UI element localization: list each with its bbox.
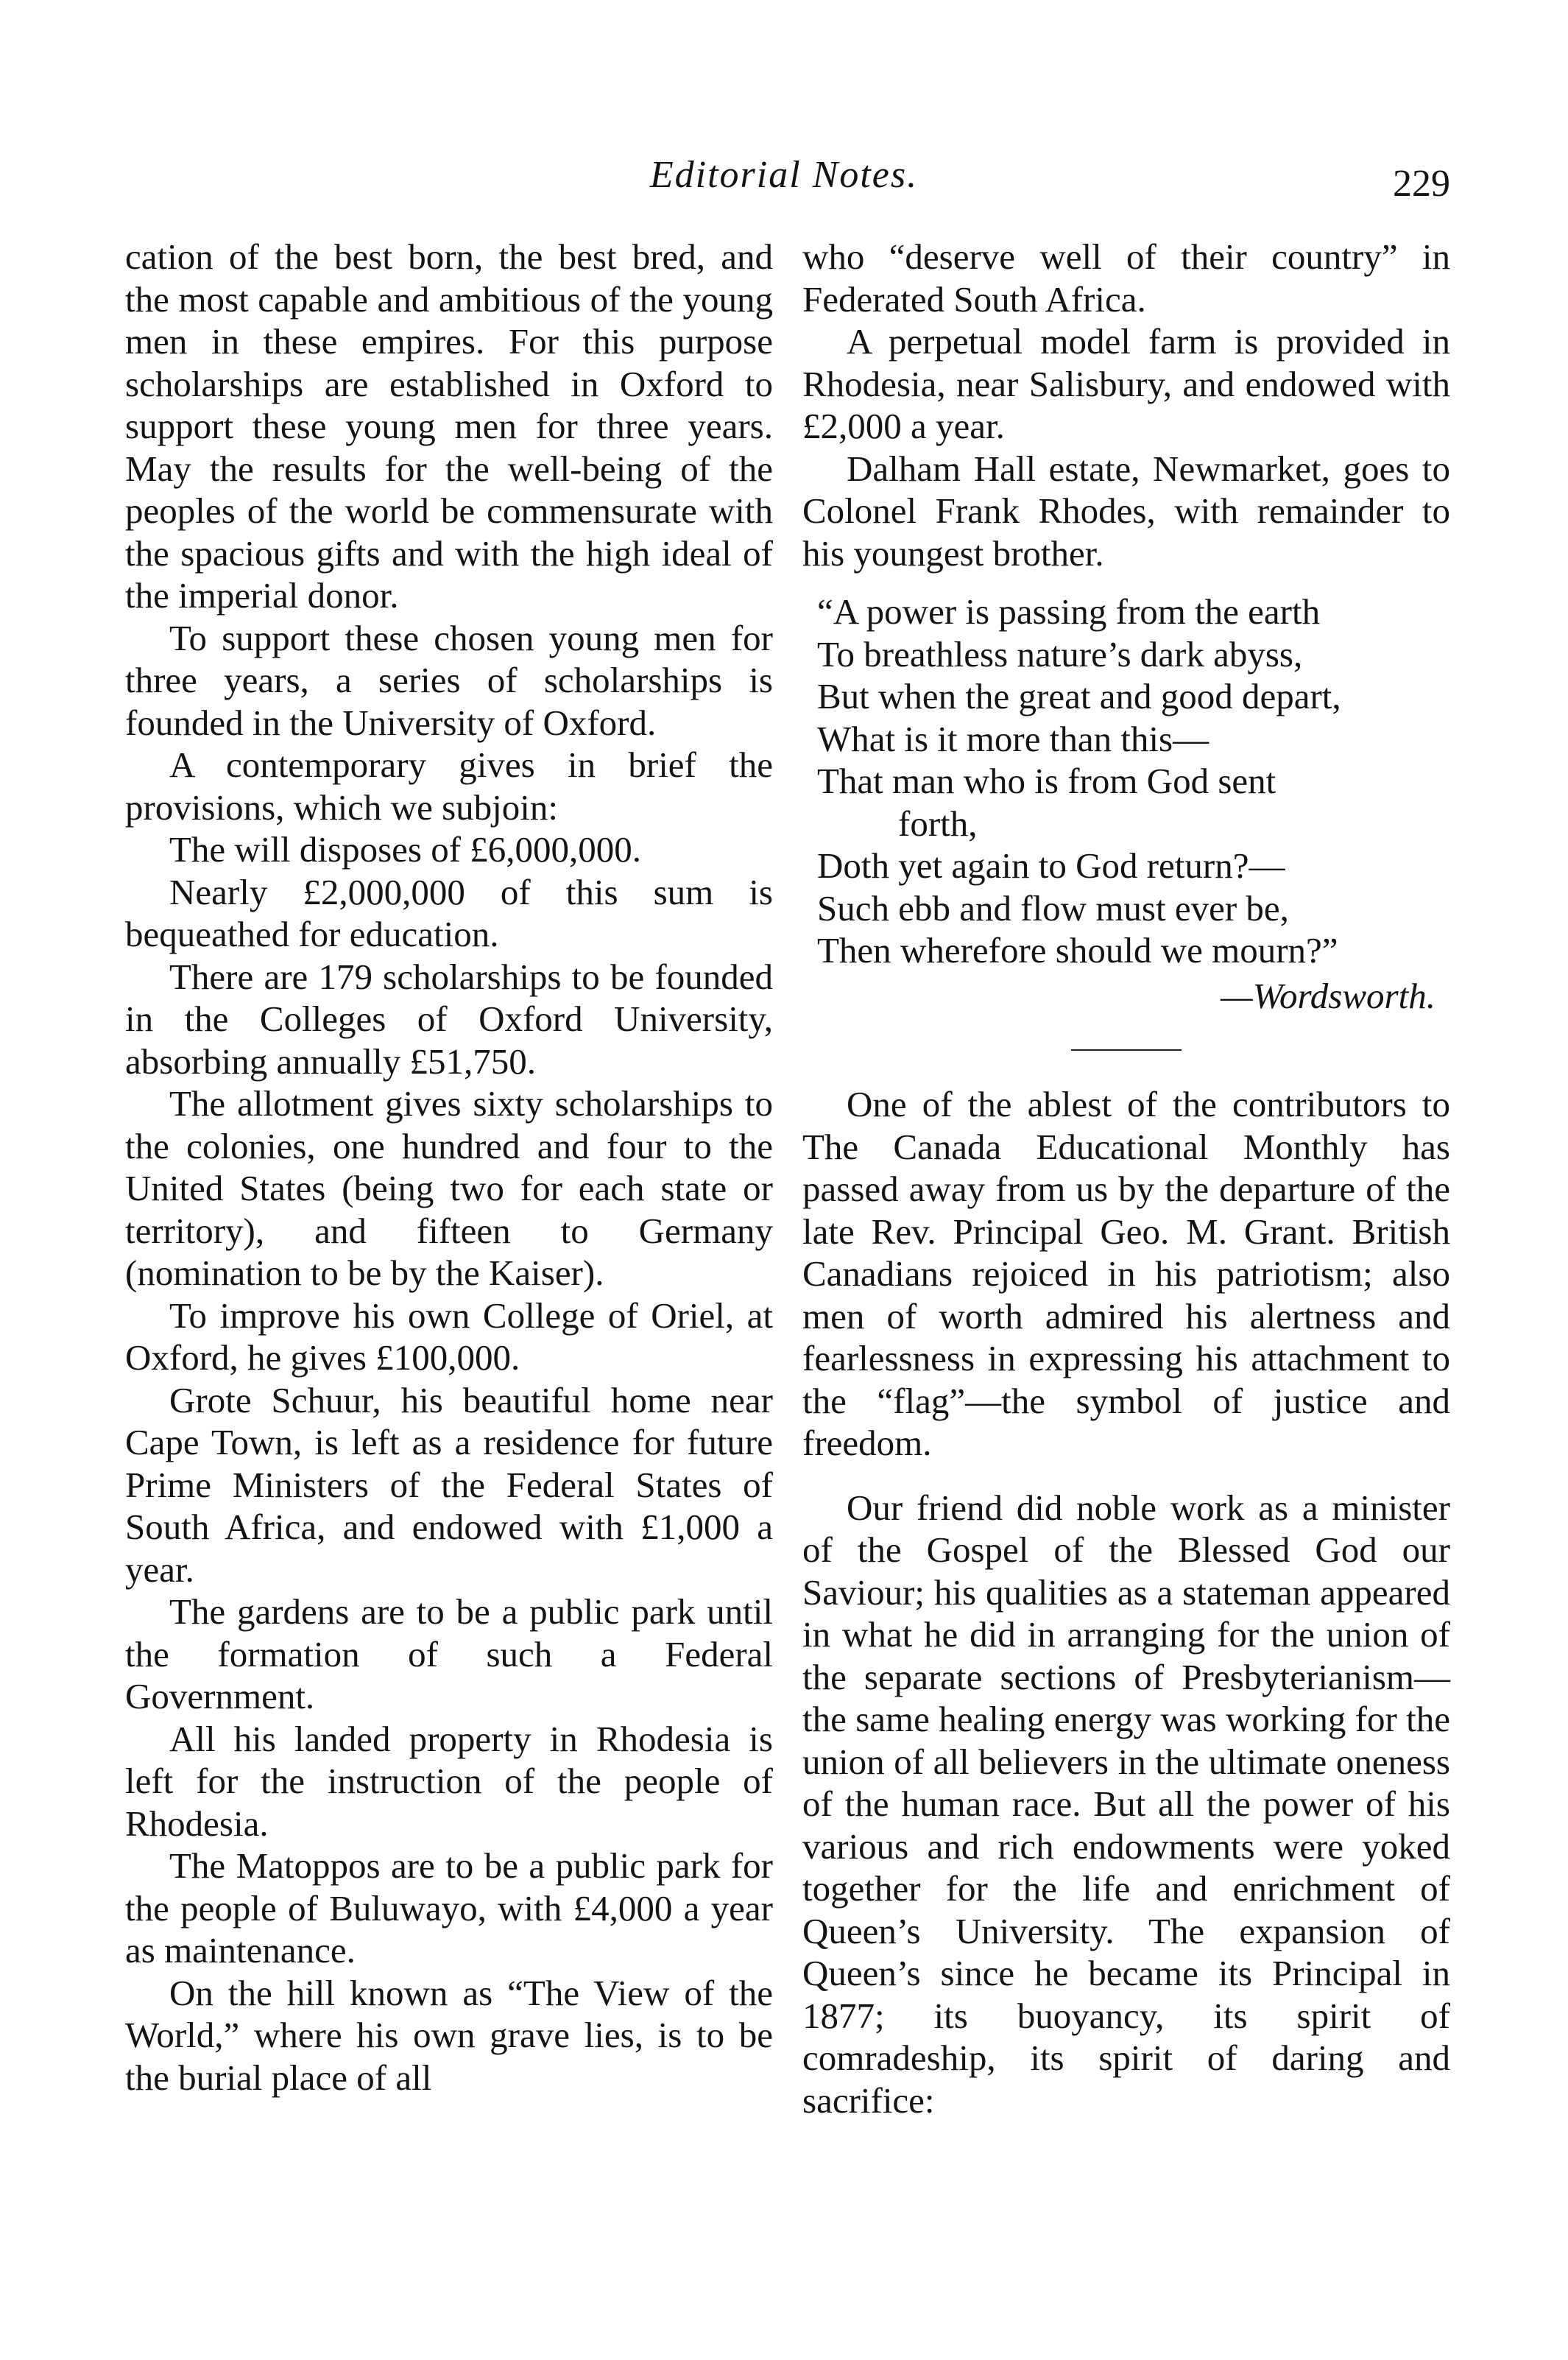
- paragraph: The Matoppos are to be a public park for the people of Buluwayo, with £4,000 a year as maintenance.: [125, 1845, 773, 1970]
- poem-line: Such ebb and flow must ever be,: [817, 887, 1289, 929]
- paragraph: There are 179 scholarships to be founded in the Colleges of Oxford University, absorbing annually £51,750.: [125, 956, 773, 1082]
- paragraph: On the hill known as “The View of the World,” where his own grave lies, is to be the burial place of all: [125, 1972, 773, 2098]
- poem-line: “A power is passing from the earth: [817, 591, 1321, 632]
- poem-line: That man who is from God sent: [817, 761, 1276, 801]
- paragraph: Nearly £2,000,000 of this sum is bequeathed for education.: [125, 871, 773, 954]
- poem-line: To breathless nature’s dark abyss,: [817, 633, 1303, 674]
- paragraph: A contemporary gives in brief the provisions, which we subjoin:: [125, 744, 773, 828]
- page-header: [118, 153, 1450, 219]
- left-column: [125, 236, 773, 2099]
- paragraph: Our friend did noble work as a minister of the Gospel of the Blessed God our Saviour; his qualities as a stateman appeared in what he did in arranging for the union of the separate sections of Presbyterianism—the same healing energy was working for the union of all believers in the ultimate oneness of the human race. But all the power of his various and rich endowments were yoked together for the life and enrichment of Queen’s University. The expansion of Queen’s since he became its Principal in 1877; its buoyancy, its spirit of comradeship, its spirit of daring and sacrifice:: [802, 1487, 1450, 2121]
- paragraph: To support these chosen young men for three years, a series of scholarships is founded in the University of Oxford.: [125, 617, 773, 743]
- paragraph: Dalham Hall estate, Newmarket, goes to Colonel Frank Rhodes, with remainder to his youngest brother.: [802, 448, 1450, 574]
- poem-line: What is it more than this—: [817, 718, 1209, 759]
- paragraph-gap: [802, 1465, 1450, 1487]
- page-number: 229: [1393, 163, 1450, 205]
- paragraph: The gardens are to be a public park until the formation of such a Federal Government.: [125, 1591, 773, 1716]
- paragraph: To improve his own College of Oriel, at Oxford, he gives £100,000.: [125, 1295, 773, 1378]
- paragraph: A perpetual model farm is provided in Rhodesia, near Salisbury, and endowed with £2,000 a year.: [802, 321, 1450, 446]
- paragraph: The allotment gives sixty scholarships to the colonies, one hundred and four to the United States (being two for each state or territory), and fifteen to Germany (nomination to be by the Kaiser).: [125, 1083, 773, 1293]
- right-column: [802, 236, 1450, 2121]
- paragraph: Grote Schuur, his beautiful home near Cape Town, is left as a residence for future Prime Ministers of the Federal States of South Africa, and endowed with £1,000 a year.: [125, 1379, 773, 1590]
- poem-attribution: —Wordsworth.: [1221, 975, 1435, 1016]
- poem-line: But when the great and good depart,: [817, 676, 1341, 716]
- paragraph: The will disposes of £6,000,000.: [169, 829, 642, 870]
- poem-line: Then wherefore should we mourn?”: [817, 930, 1338, 971]
- paragraph: One of the ablest of the contributors to The Canada Educational Monthly has passed away from us by the departure of the late Rev. Principal Geo. M. Grant. British Canadians rejoiced in his patriotism; also men of worth admired his alertness and fearlessness in expressing his attachment to the “flag”—the symbol of justice and freedom.: [802, 1084, 1450, 1463]
- paragraph: All his landed property in Rhodesia is left for the instruction of the people of Rhodesia.: [125, 1718, 773, 1844]
- running-title: Editorial Notes.: [649, 154, 919, 196]
- poem: [817, 591, 1450, 972]
- poem-line: forth,: [898, 803, 978, 844]
- paragraph: cation of the best born, the best bred, and the most capable and ambitious of the young men in these empires. For this purpose scholarships are established in Oxford to support these young men for three years. May the results for the well-being of the peoples of the world be commensurate with the spacious gifts and with the high ideal of the imperial donor.: [125, 236, 773, 616]
- paragraph: who “deserve well of their country” in Federated South Africa.: [802, 236, 1450, 320]
- poem-line: Doth yet again to God return?—: [817, 845, 1285, 886]
- section-divider: [1071, 1049, 1182, 1051]
